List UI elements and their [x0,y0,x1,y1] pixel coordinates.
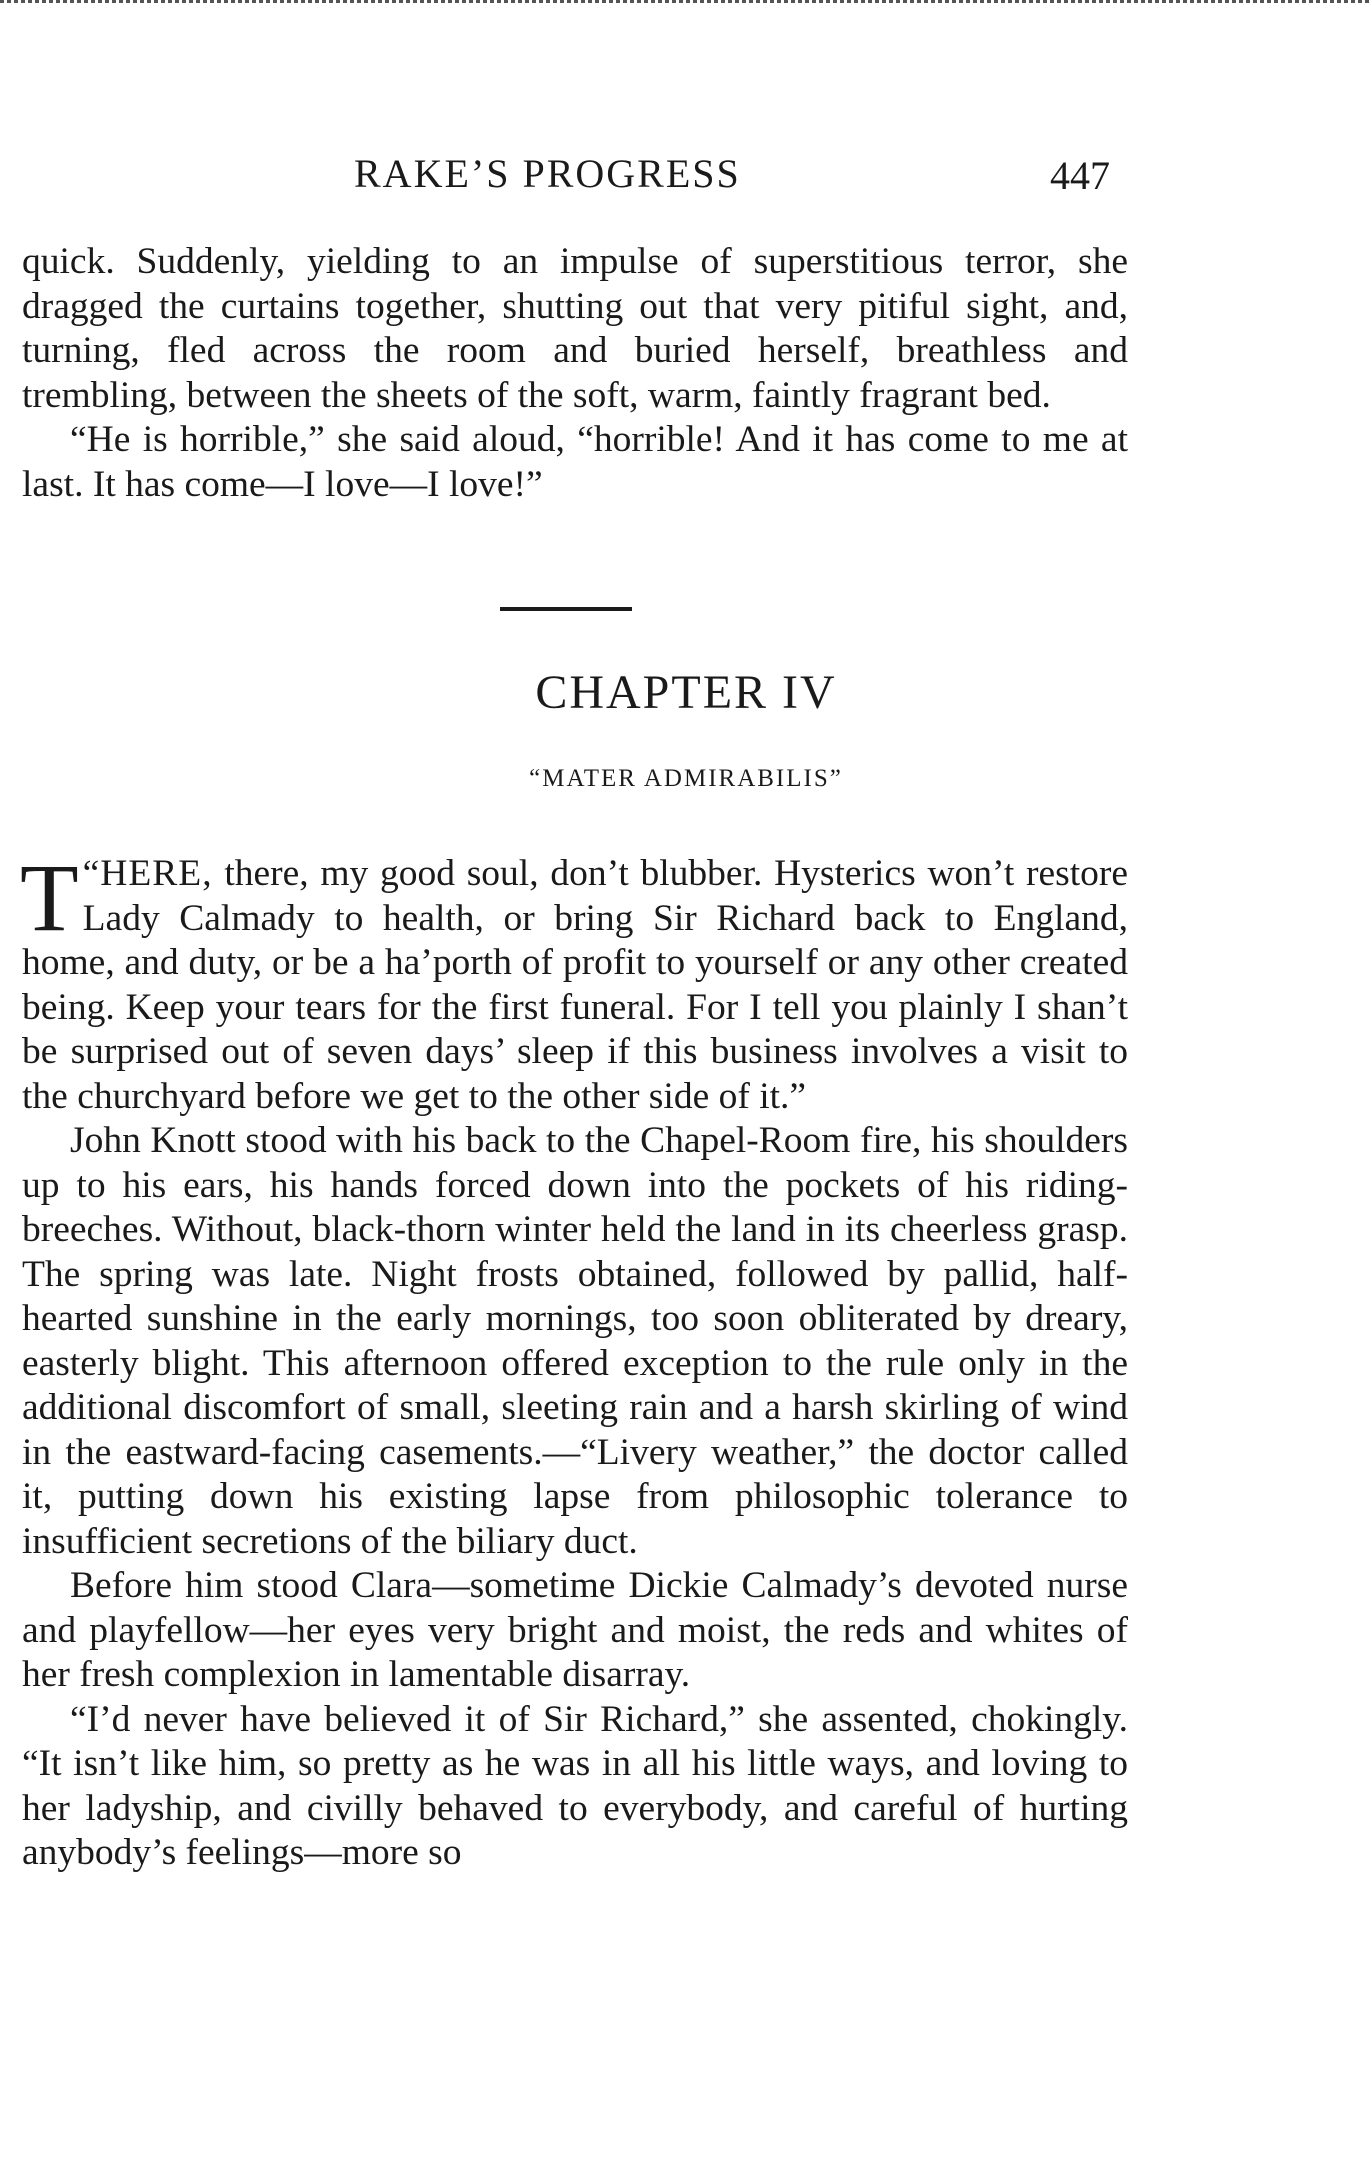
paragraph: quick. Suddenly, yielding to an impulse of superstitious terror, she dragged the curtains together, shutting out that very pitiful sight, and, turning, fled across the room and buried herself, breathless and trembling, between the sheets of the soft, warm, faintly fragrant bed. [22,241,1128,416]
page-number: 447 [1050,153,1110,198]
opening-quote-mark: “ [82,853,101,894]
opening-text-block [22,240,1128,507]
paragraph: Before him stood Clara—sometime Dickie Calmady’s devoted nurse and playfellow—her eyes very bright and moist, the reds and whites of her fresh complexion in lamentable disarray. [22,1565,1128,1695]
paragraph: “He is horrible,” she said aloud, “horrible! And it has come to me at last. It has come—I love—I love!” [22,419,1128,505]
section-divider [500,607,632,611]
chapter-subtitle: “MATER ADMIRABILIS” [529,765,843,792]
page-edge-rule [0,0,1372,3]
paragraph: “I’d never have believed it of Sir Richard,” she assented, chokingly. “It isn’t like him, so pretty as he was in all his little ways, and loving to her ladyship, and civilly behaved to everybody, and careful of hurting anybody’s feelings—more so [22,1698,1128,1873]
paragraph-text: there, my good soul, don’t blubber. Hysterics won’t restore Lady Calmady to health, or bring Sir Richard back to England, home, and duty, or be a ha’porth of profit to yourself or any other created being. Keep your tears for the first funeral. For I tell you plainly I shan’t be surprised out of seven days’ sleep if this business involves a visit to the churchyard before we get to the other side of it.” [22,853,1128,1117]
first-word: HERE, [100,853,213,894]
running-head [0,150,1372,210]
drop-cap: T [20,844,79,951]
paragraph [20,844,1128,1119]
chapter-title: CHAPTER IV [535,666,837,719]
paragraph: John Knott stood with his back to the Chapel-Room fire, his shoulders up to his ears, his hands forced down into the pockets of his riding-breeches. Without, black-thorn winter held the land in its cheerless grasp. The spring was late. Night frosts obtained, followed by pallid, half-hearted sunshine in the early mornings, too soon obliterated by dreary, easterly blight. This afternoon offered exception to the rule only in the additional discomfort of small, sleeting rain and a harsh skirling of wind in the eastward-facing casements.—“Livery weather,” the doctor called it, putting down his existing lapse from philosophic tolerance to insufficient secretions of the biliary duct. [22,1120,1128,1562]
chapter-text-block [20,844,1128,1876]
running-title: RAKE’S PROGRESS [354,151,741,196]
